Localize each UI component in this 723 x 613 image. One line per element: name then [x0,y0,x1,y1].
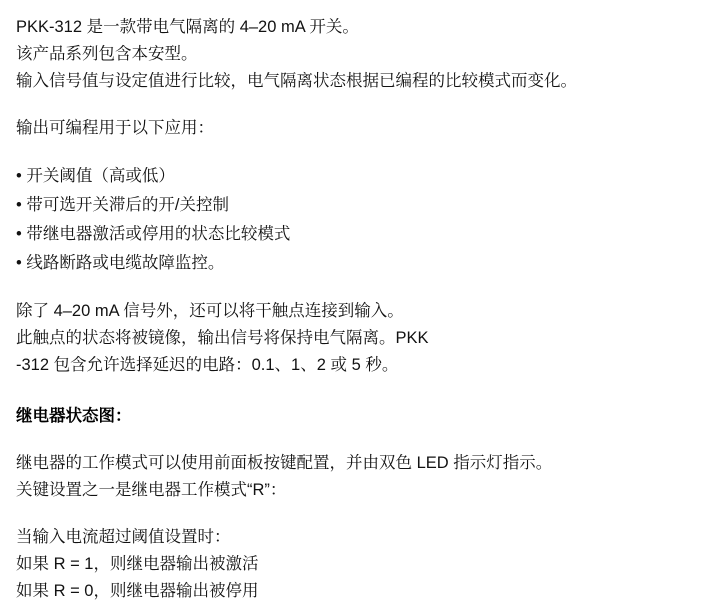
applications-intro-line: 输出可编程用于以下应用： [16,119,214,137]
list-item: • 带可选开关滞后的开/关控制 [16,196,229,214]
intro-paragraph [16,14,707,95]
relay-section-paragraph [16,450,707,504]
applications-intro [16,115,707,142]
relay-condition-line-1: 当输入电流超过阈值设置时： [16,528,231,546]
intro-line-1: PKK-312 是一款带电气隔离的 4–20 mA 开关。 [16,18,359,36]
relay-condition-line-2: 如果 R = 1，则继电器输出被激活 [16,555,259,573]
spacer-3 [16,278,707,298]
contact-note-line-2: 此触点的状态将被镜像，输出信号将保持电气隔离。PKK [16,329,429,347]
spacer-1 [16,95,707,115]
intro-line-2: 该产品系列包含本安型。 [16,45,198,63]
spacer-4 [16,379,707,403]
relay-section-heading: 继电器状态图： [16,407,132,425]
spacer-5 [16,430,707,450]
list-item: • 带继电器激活或停用的状态比较模式 [16,225,291,243]
list-item: • 线路断路或电缆故障监控。 [16,254,225,272]
relay-line-1: 继电器的工作模式可以使用前面板按键配置，并由双色 LED 指示灯指示。 [16,454,553,472]
list-item: • 开关阈值（高或低） [16,167,175,185]
applications-list [16,162,707,278]
spacer-2 [16,142,707,162]
relay-condition-paragraph [16,524,707,605]
relay-line-2: 关键设置之一是继电器工作模式“R”： [16,481,287,499]
contact-note-paragraph [16,298,707,379]
intro-line-3: 输入信号值与设定值进行比较，电气隔离状态根据已编程的比较模式而变化。 [16,72,577,90]
contact-note-line-1: 除了 4–20 mA 信号外，还可以将干触点连接到输入。 [16,302,404,320]
relay-condition-line-3: 如果 R = 0，则继电器输出被停用 [16,582,259,600]
spacer-6 [16,504,707,524]
contact-note-line-3: -312 包含允许选择延迟的电路：0.1、1、2 或 5 秒。 [16,356,399,374]
